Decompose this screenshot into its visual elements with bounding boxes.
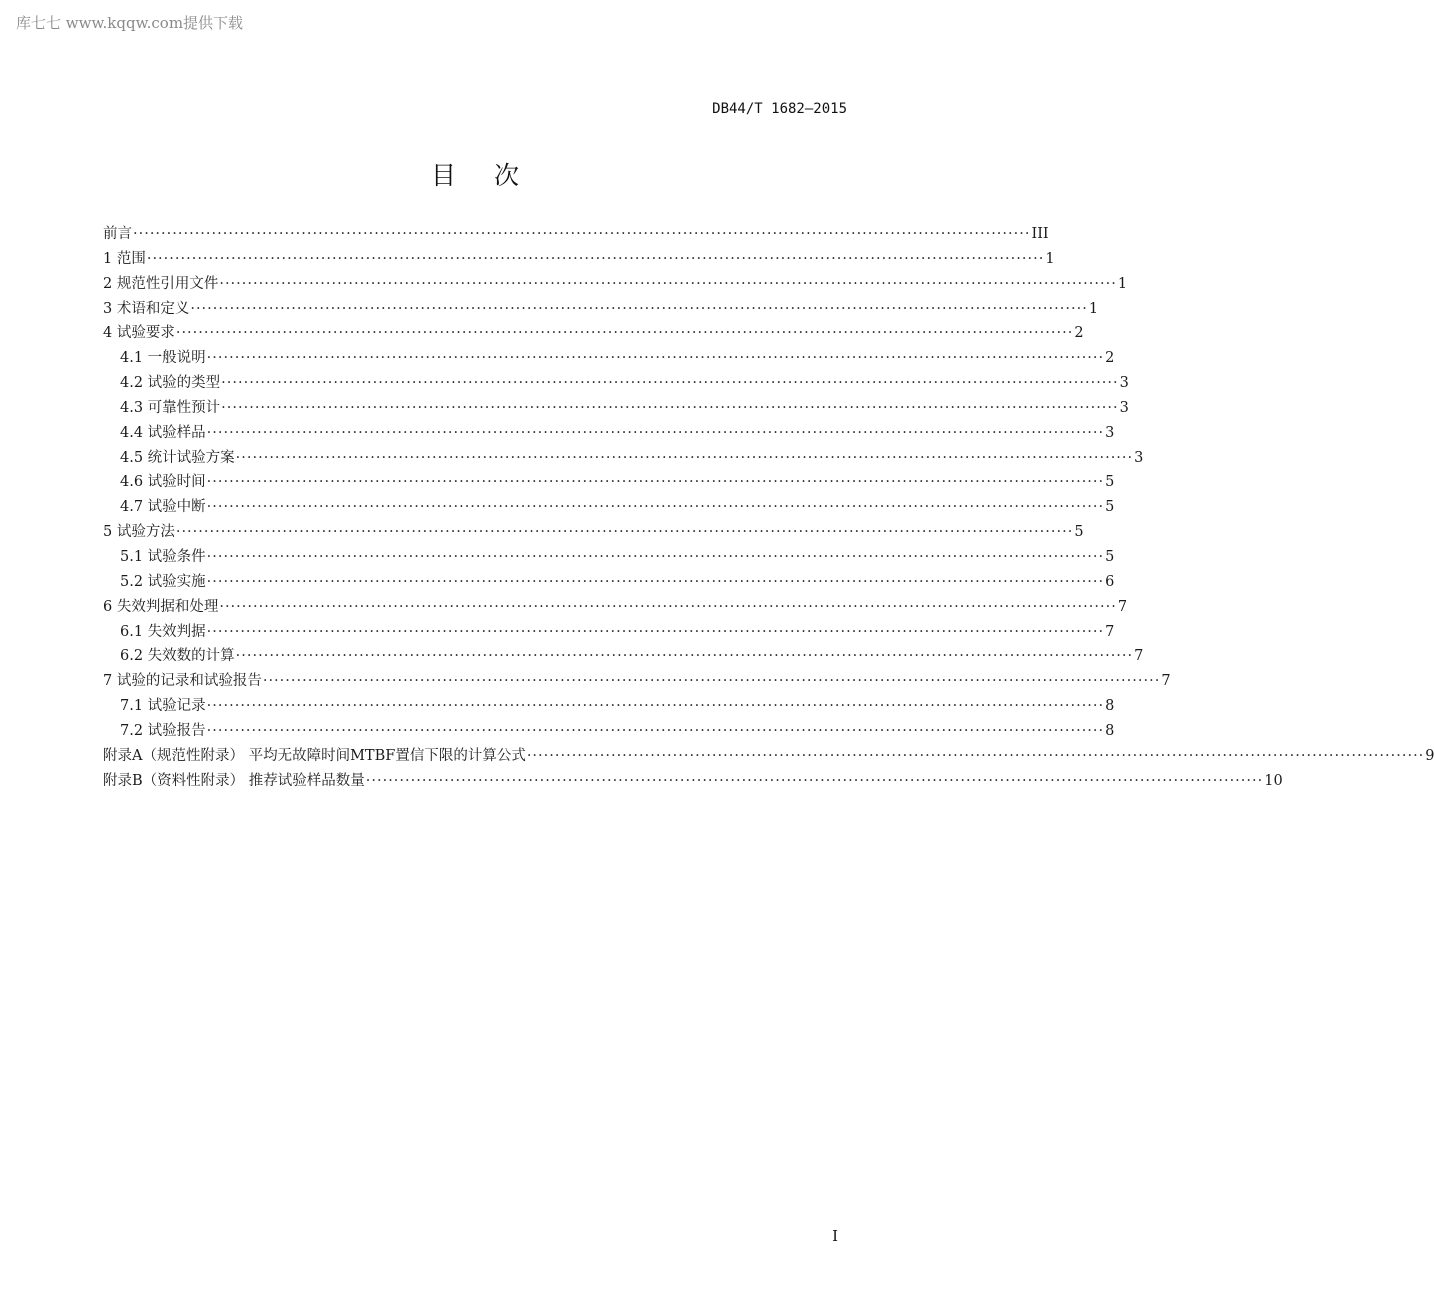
toc-dot-leader: ································································································································································ xyxy=(206,698,1105,715)
toc-entry-label: 4.3 可靠性预计 xyxy=(120,399,221,416)
toc-entry-label: 4 试验要求 xyxy=(103,325,175,342)
toc-entry-page: 5 xyxy=(1105,499,1115,516)
toc-dot-leader: ································································································································································ xyxy=(219,598,1117,615)
toc-entry-label: 1 范围 xyxy=(103,250,146,267)
toc-entry-page: 7 xyxy=(1105,623,1115,640)
toc-entry-page: 8 xyxy=(1105,722,1115,739)
toc-dot-leader: ································································································································································ xyxy=(365,772,1264,789)
toc-entry-label: 4.2 试验的类型 xyxy=(120,375,221,392)
toc-entry-label: 7 试验的记录和试验报告 xyxy=(103,673,262,690)
toc-entry-page: 8 xyxy=(1105,698,1115,715)
toc-dot-leader: ································································································································································ xyxy=(146,250,1045,267)
toc-entry-label: 附录B（资料性附录） 推荐试验样品数量 xyxy=(103,772,365,789)
toc-entry[interactable] xyxy=(103,744,1435,769)
toc-entry-page: 5 xyxy=(1074,524,1084,541)
toc-entry-label: 前言 xyxy=(103,226,132,242)
toc-entry[interactable] xyxy=(103,644,1144,669)
toc-dot-leader: ································································································································································ xyxy=(206,573,1105,590)
toc-dot-leader: ································································································································································ xyxy=(526,747,1425,764)
toc-dot-leader: ································································································································································ xyxy=(206,548,1105,565)
toc-dot-leader: ································································································································································ xyxy=(235,648,1134,665)
toc-entry-label: 3 术语和定义 xyxy=(103,300,190,317)
toc-entry-page: 3 xyxy=(1105,424,1115,441)
toc-entry[interactable] xyxy=(103,719,1115,744)
toc-dot-leader: ································································································································································ xyxy=(262,673,1161,690)
page-number: I xyxy=(832,1227,838,1245)
toc-entry-label: 4.6 试验时间 xyxy=(120,474,206,491)
toc-entry[interactable] xyxy=(103,222,1049,247)
document-code: DB44/T 1682—2015 xyxy=(712,101,847,117)
toc-entry-label: 7.1 试验记录 xyxy=(120,698,206,715)
toc-entry[interactable] xyxy=(103,669,1171,694)
toc-entry-label: 5 试验方法 xyxy=(103,524,175,541)
toc-entry[interactable] xyxy=(103,321,1084,346)
toc-entry-page: 9 xyxy=(1425,747,1435,764)
toc-entry-page: 1 xyxy=(1117,275,1128,292)
toc-dot-leader: ································································································································································ xyxy=(206,424,1105,441)
toc-entry-label: 4.7 试验中断 xyxy=(120,499,206,516)
toc-entry-page: III xyxy=(1031,226,1049,242)
toc-entry-label: 5.2 试验实施 xyxy=(120,573,206,590)
toc-dot-leader: ································································································································································ xyxy=(206,499,1105,516)
toc-entry-page: 2 xyxy=(1105,350,1115,367)
toc-entry-label: 7.2 试验报告 xyxy=(120,722,206,739)
toc-entry-page: 2 xyxy=(1074,325,1084,342)
toc-entry[interactable] xyxy=(103,620,1115,645)
toc-entry[interactable] xyxy=(103,470,1115,495)
toc-entry-label: 2 规范性引用文件 xyxy=(103,275,219,292)
toc-dot-leader: ································································································································································ xyxy=(221,375,1119,392)
toc-entry-page: 3 xyxy=(1119,399,1129,416)
toc-entry[interactable] xyxy=(103,371,1129,396)
toc-dot-leader: ································································································································································ xyxy=(219,275,1117,292)
toc-entry-page: 7 xyxy=(1161,673,1171,690)
page-title: 目次 xyxy=(430,161,557,190)
toc-entry-label: 附录A（规范性附录） 平均无故障时间MTBF置信下限的计算公式 xyxy=(103,747,526,764)
toc-entry-label: 4.5 统计试验方案 xyxy=(120,449,235,466)
toc-dot-leader: ································································································································································ xyxy=(206,350,1105,367)
toc-entry[interactable] xyxy=(103,495,1115,520)
watermark-text: 库七七 www.kqqw.com提供下载 xyxy=(16,14,244,32)
toc-dot-leader: ································································································································································ xyxy=(235,449,1134,466)
toc-entry-label: 6.1 失效判据 xyxy=(120,623,206,640)
toc-entry[interactable] xyxy=(103,545,1115,570)
toc-entry[interactable] xyxy=(103,694,1115,719)
toc-entry-page: 3 xyxy=(1119,375,1129,392)
toc-entry[interactable] xyxy=(103,247,1055,272)
toc-entry[interactable] xyxy=(103,396,1129,421)
toc-dot-leader: ································································································································································ xyxy=(221,399,1119,416)
toc-dot-leader: ································································································································································ xyxy=(175,524,1074,541)
toc-entry-page: 7 xyxy=(1117,598,1128,615)
toc-dot-leader: ································································································································································ xyxy=(133,226,1031,242)
toc-entry-page: 5 xyxy=(1105,548,1115,565)
toc-entry-page: 6 xyxy=(1105,573,1115,590)
toc-dot-leader: ································································································································································ xyxy=(206,722,1105,739)
toc-dot-leader: ································································································································································ xyxy=(175,325,1074,342)
toc-entry[interactable] xyxy=(103,421,1115,446)
toc-entry-label: 6.2 失效数的计算 xyxy=(120,648,235,665)
toc-entry[interactable] xyxy=(103,346,1115,371)
toc-entry-label: 6 失效判据和处理 xyxy=(103,598,219,615)
toc-dot-leader: ································································································································································ xyxy=(190,300,1088,317)
toc-entry[interactable] xyxy=(103,570,1115,595)
toc-entry[interactable] xyxy=(103,446,1144,471)
toc-entry-page: 1 xyxy=(1045,250,1055,267)
table-of-contents xyxy=(103,222,1435,793)
toc-dot-leader: ································································································································································ xyxy=(206,623,1105,640)
toc-entry[interactable] xyxy=(103,769,1283,794)
toc-entry[interactable] xyxy=(103,595,1128,620)
toc-entry-page: 1 xyxy=(1088,300,1099,317)
toc-entry-page: 10 xyxy=(1264,772,1283,789)
toc-entry-page: 3 xyxy=(1134,449,1144,466)
toc-entry-page: 7 xyxy=(1134,648,1144,665)
toc-entry-page: 5 xyxy=(1105,474,1115,491)
toc-entry-label: 5.1 试验条件 xyxy=(120,548,206,565)
toc-entry[interactable] xyxy=(103,520,1084,545)
toc-entry[interactable] xyxy=(103,272,1128,297)
toc-entry-label: 4.1 一般说明 xyxy=(120,350,206,367)
toc-dot-leader: ································································································································································ xyxy=(206,474,1105,491)
toc-entry[interactable] xyxy=(103,297,1099,322)
toc-entry-label: 4.4 试验样品 xyxy=(120,424,206,441)
